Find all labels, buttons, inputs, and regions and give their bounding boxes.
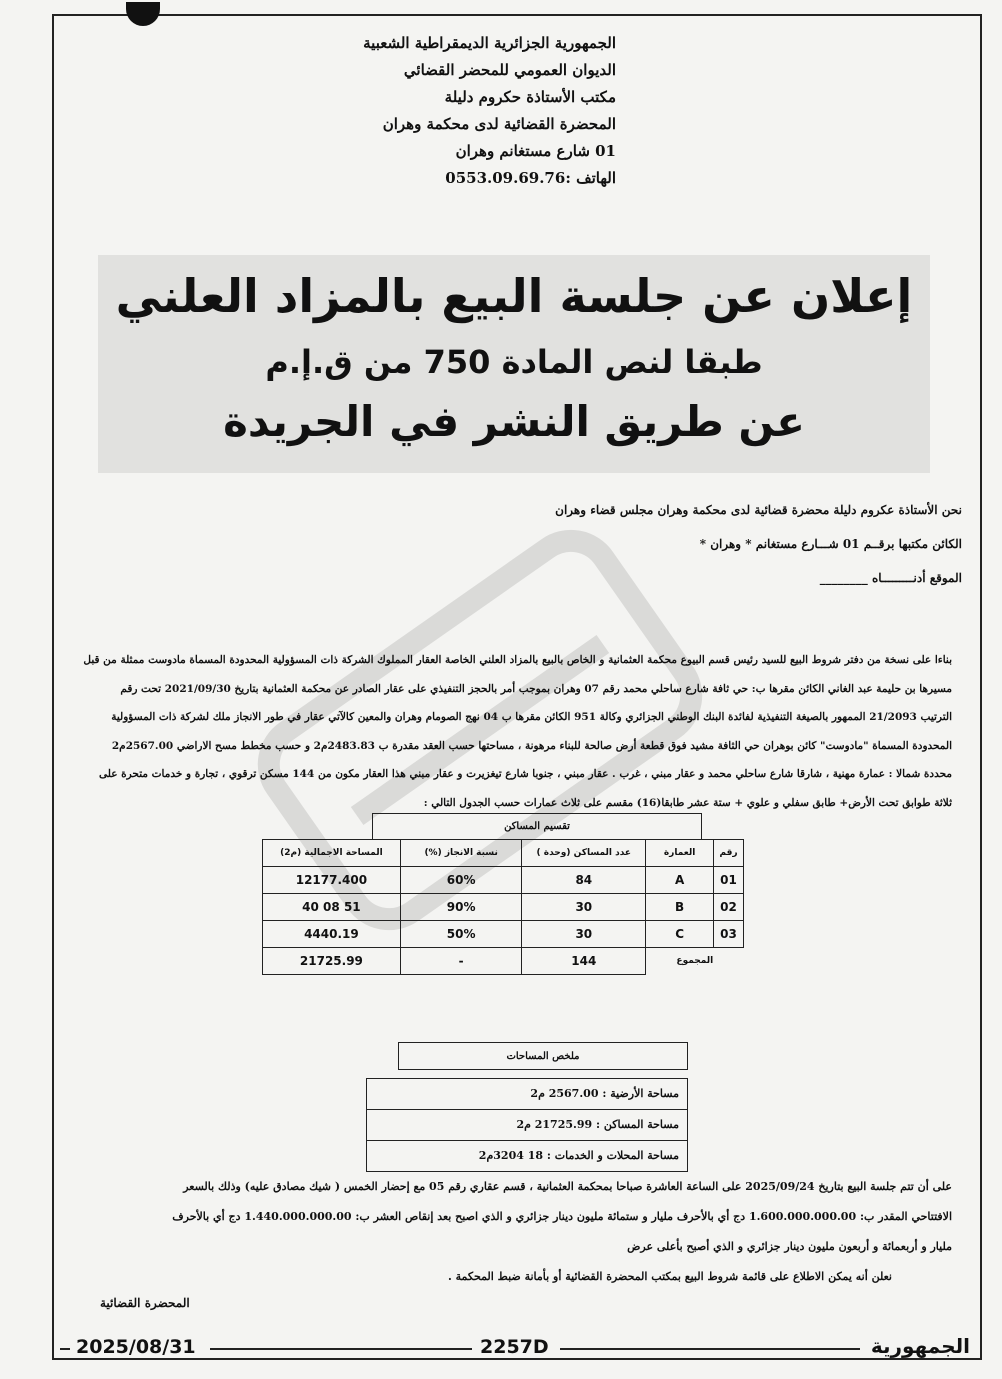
header-line: الجمهورية الجزائرية الديمقراطية الشعبية [363,34,616,52]
table-cell: 84 [522,867,646,894]
office-header [363,30,616,192]
area-summary [366,1042,688,1172]
body-line: بناءا على نسخة من دفتر شروط البيع للسيد رئيس قسم البيوع محكمة العثمانية و الخاص بالبيع بالمزاد العلني الخاصة العقار المملوك الشركة ذات المسؤولية المحدودة المسماة مادوست ممثلة من قبل [83,654,952,666]
table-cell: 12177.400 [263,867,401,894]
summary-row: مساحة المحلات و الخدمات : 18 3204م2 [367,1140,687,1171]
table-cell: 51 08 40 [263,894,401,921]
body-line: الترتيب 21/2093 الممهور بالصيغة التنفيذية لفائدة البنك الوطني الجزائري وكالة 951 الكائن مقرها ب 04 نهج الصومام وهران والمعين كالآتي عقار في طور الانجاز ملك لشركة ذات المسؤولية [111,711,952,723]
signature: المحضرة القضائية [100,1296,190,1310]
banner-title: إعلان عن جلسة البيع بالمزاد العلني [115,269,913,323]
closing-line: مليار و أربعمائة و أربعون مليون دينار جزائري و الذي أصبح بأعلى عرض [627,1240,952,1253]
table-cell: 50% [400,921,522,948]
newspaper-footer [60,1336,980,1362]
closing-line: نعلن أنه يمكن الاطلاع على قائمة شروط البيع بمكتب المحضرة القضائية أو بأمانة ضبط المحكمة . [447,1270,892,1283]
summary-row: مساحة المساكن : 21725.99 م2 [367,1109,687,1140]
column-header: رقم [714,840,744,867]
table-cell: 60% [400,867,522,894]
footer-rule [210,1348,472,1350]
table-cell: C [646,921,714,948]
table-cell: 03 [714,921,744,948]
closing-line: على أن تتم جلسة البيع بتاريخ 2025/09/24 على الساعة العاشرة صباحا بمحكمة العثمانية ، قسم عقاري رقم 05 مع إحضار الخمس ( شيك مصادق عليه) وذلك بالسعر [183,1180,952,1193]
housing-table [262,839,744,975]
footer-code: 2257D [480,1336,549,1358]
total-area: 21725.99 [263,948,401,975]
column-header: العمارة [646,840,714,867]
housing-group-title: تقسيم المساكن [372,813,702,839]
property-description [80,646,952,817]
bailiff-intro [555,493,962,595]
table-cell: B [646,894,714,921]
sale-terms [66,1172,952,1292]
table-row [263,921,744,948]
header-line: مكتب الأستاذة حكروم دليلة [444,88,616,106]
total-rate: - [400,948,522,975]
corner-mark [126,2,160,26]
table-header-row [263,840,744,867]
banner-tagline: عن طريق النشر في الجريدة [223,397,805,446]
column-header: المساحة الاجمالية (م2) [263,840,401,867]
column-header: نسبة الانجاز (%) [400,840,522,867]
table-row [263,867,744,894]
intro-line: الموقع أدنـــــــــاه ________ [819,571,962,585]
summary-row: مساحة الأرضية : 2567.00 م2 [530,1087,679,1100]
table-cell: 4440.19 [263,921,401,948]
table-cell: 01 [714,867,744,894]
body-line: ثلاثة طوابق تحت الأرض+ طابق سفلي و علوي + ستة عشر طابقا(16) مقسم على ثلاث عمارات حسب الجدول التالي : [423,796,952,809]
newspaper-logo: الجمهورية [870,1334,970,1358]
summary-title: ملخص المساحات [398,1042,688,1070]
footer-rule [560,1348,860,1350]
header-line: المحضرة القضائية لدى محكمة وهران [382,115,616,133]
total-label: المجموع [676,956,714,967]
banner-subtitle: طبقا لنص المادة 750 من ق.إ.م [265,343,763,381]
body-line: مسيرها بن حليمة عبد الغاني الكائن مقرها ب: حي ثافة شارع ساحلي محمد رقم 07 وهران بموجب أمر بالحجز التنفيذي على عقار الصادر عن محكمة العثمانية بتاريخ 2021/09/30 تحت رقم [120,682,952,695]
intro-line: الكائن مكتبها برقــم 01 شـــارع مستغانم * وهران * [699,537,962,551]
table-cell: 02 [714,894,744,921]
header-line: الهاتف :0553.09.69.76 [445,169,616,187]
announcement-banner [98,255,930,473]
table-cell: 90% [400,894,522,921]
intro-line: نحن الأستاذة عكروم دليلة محضرة قضائية لدى محكمة وهران مجلس قضاء وهران [555,503,962,517]
table-cell: A [646,867,714,894]
body-line: محددة شمالا : عمارة مهنية ، شارقا شارع ساحلي محمد و عقار مبني ، غرب . عقار مبني ، جنوبا شارع تيغزيرت و عقار مبني هذا العقار مكون من 144 مسكن ترقوي ، تجارة و خدمات متحرة على [98,768,952,780]
closing-line: الافتتاحي المقدر ب: 1.600.000.000.00 دج أي بالأحرف مليار و ستمائة مليون دينار جزائري و الذي اصبح بعد إنقاص العشر ب: 1.440.000.000.00 دج أي بالأحرف [172,1210,952,1223]
table-row [263,894,744,921]
total-units: 144 [522,948,646,975]
footer-rule [60,1348,70,1350]
header-line: 01 شارع مستغانم وهران [455,142,616,160]
table-cell: 30 [522,894,646,921]
summary-rows [366,1078,688,1172]
footer-date: 2025/08/31 [76,1336,196,1358]
header-line: الديوان العمومي للمحضر القضائي [403,61,616,79]
body-line: المحدودة المسماة "مادوست" كائن بوهران حي الثافة مشيد فوق قطعة أرض صالحة للبناء مرهونة ، مساحتها حسب العقد مقدرة ب 2483.83م2 و حسب مخطط مسح الاراضي 2567.00م2 [111,739,952,752]
table-total-row [263,948,744,975]
table-cell: 30 [522,921,646,948]
column-header: عدد المساكن (وحدة ) [522,840,646,867]
